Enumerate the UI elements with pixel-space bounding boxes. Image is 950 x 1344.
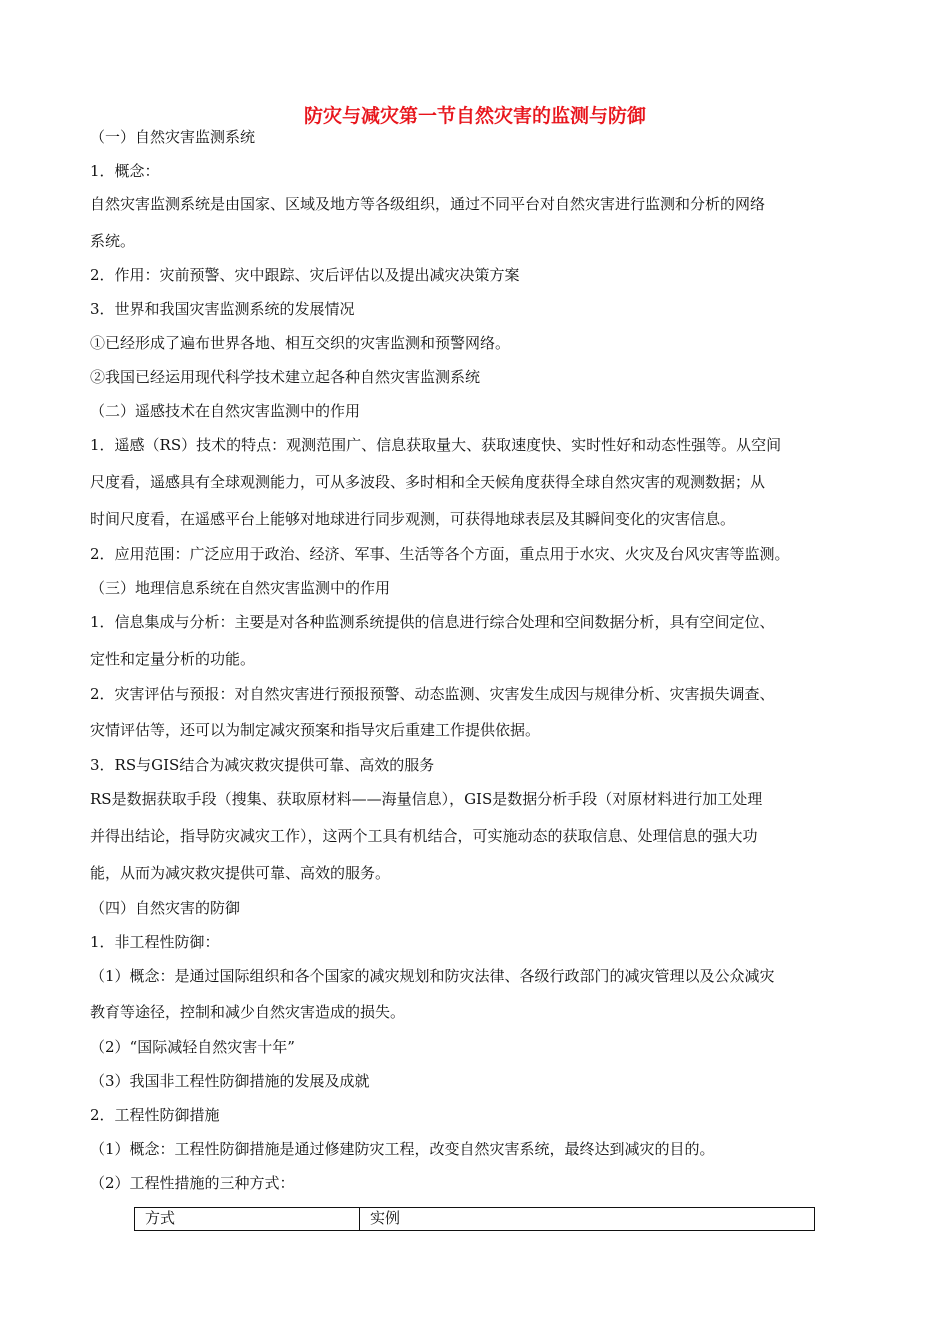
item-function: 2．作用：灾前预警、灾中跟踪、灾后评估以及提出减灾决策方案 [90, 266, 520, 284]
paragraph-line: 定性和定量分析的功能。 [90, 650, 256, 668]
paragraph-line: 教育等途径，控制和减少自然灾害造成的损失。 [90, 1003, 406, 1021]
paragraph-line: 灾情评估等，还可以为制定减灾预案和指导灾后重建工作提供依据。 [90, 721, 541, 739]
item-engineering: 2．工程性防御措施 [90, 1106, 220, 1124]
heading-section-2: （二）遥感技术在自然灾害监测中的作用 [90, 402, 361, 420]
table-header-method: 方式 [135, 1208, 360, 1230]
item-concept-label: 1．概念： [90, 162, 160, 180]
item-engineering-concept: （1）概念：工程性防御措施是通过修建防灾工程，改变自然灾害系统，最终达到减灾的目的。 [90, 1140, 715, 1158]
paragraph-line: 1．遥感（RS）技术的特点：观测范围广、信息获取量大、获取速度快、实时性好和动态性强等。从空间 [90, 436, 782, 454]
item-china-measures: （3）我国非工程性防御措施的发展及成就 [90, 1072, 370, 1090]
item-three-methods: （2）工程性措施的三种方式： [90, 1174, 295, 1192]
table-header-example: 实例 [370, 1209, 401, 1227]
paragraph-line: 系统。 [90, 232, 136, 250]
heading-section-3: （三）地理信息系统在自然灾害监测中的作用 [90, 579, 391, 597]
paragraph-line: 2．灾害评估与预报：对自然灾害进行预报预警、动态监测、灾害发生成因与规律分析、灾害损失调查、 [90, 685, 775, 703]
heading-section-4: （四）自然灾害的防御 [90, 899, 241, 917]
paragraph-line: 1．信息集成与分析：主要是对各种监测系统提供的信息进行综合处理和空间数据分析，具有空间定位、 [90, 613, 775, 631]
paragraph-line: RS是数据获取手段（搜集、获取原材料——海量信息），GIS是数据分析手段（对原材料进行加工处理 [90, 790, 763, 808]
item-development: 3．世界和我国灾害监测系统的发展情况 [90, 300, 355, 318]
paragraph-line: （1）概念：是通过国际组织和各个国家的减灾规划和防灾法律、各级行政部门的减灾管理以及公众减灾 [90, 967, 775, 985]
paragraph-line: 能，从而为减灾救灾提供可靠、高效的服务。 [90, 864, 391, 882]
document-title: 防灾与减灾第一节自然灾害的监测与防御 [303, 105, 646, 127]
item-non-engineering: 1．非工程性防御： [90, 933, 220, 951]
item-international-decade: （2）“国际减轻自然灾害十年” [90, 1038, 295, 1056]
item-circled-2: ②我国已经运用现代科学技术建立起各种自然灾害监测系统 [90, 368, 481, 386]
paragraph-line: 并得出结论，指导防灾减灾工作），这两个工具有机结合，可实施动态的获取信息、处理信息的强大功 [90, 827, 758, 845]
item-rs-gis: 3．RS与GIS结合为减灾救灾提供可靠、高效的服务 [90, 756, 435, 774]
paragraph-line: 自然灾害监测系统是由国家、区域及地方等各级组织，通过不同平台对自然灾害进行监测和分析的网络 [90, 195, 766, 213]
item-application: 2．应用范围：广泛应用于政治、经济、军事、生活等各个方面，重点用于水灾、火灾及台风灾害等监测。 [90, 545, 790, 563]
item-circled-1: ①已经形成了遍布世界各地、相互交织的灾害监测和预警网络。 [90, 334, 511, 352]
paragraph-line: 尺度看，遥感具有全球观测能力，可从多波段、多时相和全天候角度获得全球自然灾害的观测数据；从 [90, 473, 766, 491]
heading-section-1: （一）自然灾害监测系统 [90, 128, 256, 146]
paragraph-line: 时间尺度看，在遥感平台上能够对地球进行同步观测，可获得地球表层及其瞬间变化的灾害信息。 [90, 510, 736, 528]
methods-table [134, 1207, 815, 1231]
